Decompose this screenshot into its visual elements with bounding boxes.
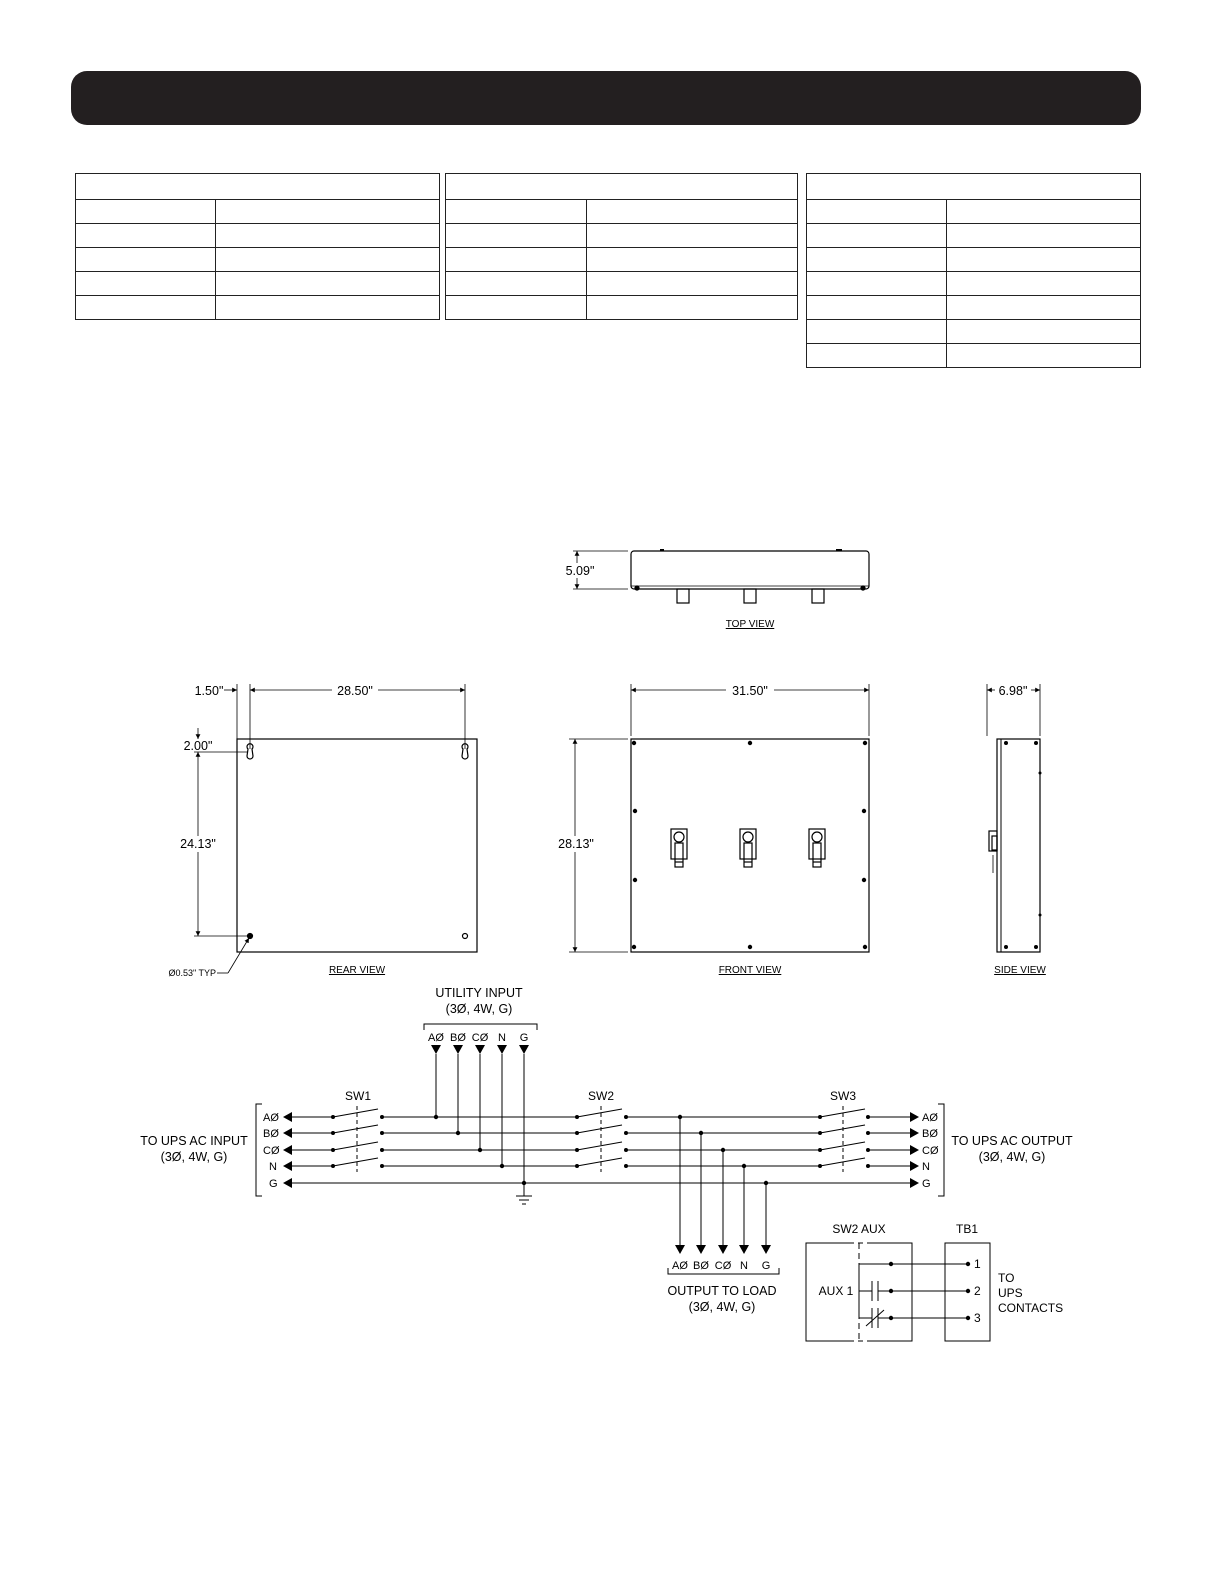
tb1-note-contacts: CONTACTS [998,1301,1064,1315]
utility-terminal-a: AØ [428,1032,444,1044]
aux-contact-label: AUX 1 [818,1284,854,1298]
utility-terminal-b: BØ [450,1032,466,1044]
ups-input-terminal-c: CØ [263,1145,280,1157]
ups-output-terminal-a: AØ [922,1112,938,1124]
ups-output-arrows [910,1112,919,1188]
ups-input-bracket [256,1104,262,1196]
hole-note: Ø0.53" TYP [168,968,216,978]
utility-input-title: UTILITY INPUT [435,986,523,1000]
switch-label-sw3: SW3 [829,1089,857,1103]
utility-terminal-c: CØ [471,1032,489,1044]
handle-stub [677,589,689,603]
front-view [569,684,869,952]
front-view-label: FRONT VIEW [718,965,782,976]
switch-label-sw2: SW2 [587,1089,615,1103]
top-view [573,550,869,603]
rear-view [194,684,477,973]
utility-input-spec: (3Ø, 4W, G) [445,1002,513,1016]
ups-input-arrows [283,1112,292,1188]
load-arrows [675,1245,771,1254]
tb1-title: TB1 [955,1222,979,1236]
front-screws [632,741,867,949]
top-view-body [631,551,869,589]
load-output-spec: (3Ø, 4W, G) [688,1300,756,1314]
utility-terminal-g: G [519,1032,529,1044]
mount-hole [248,934,253,939]
aux-title: SW2 AUX [832,1222,886,1236]
load-terminal-a: AØ [672,1260,688,1272]
utility-bracket [424,1024,537,1030]
ups-output-terminal-c: CØ [922,1145,939,1157]
tb1-note-ups: UPS [998,1286,1023,1300]
ups-input-terminal-n: N [269,1161,277,1173]
front-view-body [631,739,869,952]
load-terminal-n: N [740,1260,748,1272]
ups-input-terminal-a: AØ [263,1112,279,1124]
ups-input-spec: (3Ø, 4W, G) [160,1150,228,1164]
rear-top-dim: 2.00" [183,739,213,753]
rear-width-dim: 28.50" [337,684,373,698]
top-height-dim: 5.09" [565,564,595,578]
rear-view-label: REAR VIEW [328,965,386,976]
ups-output-bracket [938,1104,944,1196]
ups-output-terminal-n: N [922,1161,930,1173]
side-view-label: SIDE VIEW [994,965,1046,976]
rear-height-dim: 24.13" [180,837,216,851]
load-output-title: OUTPUT TO LOAD [667,1284,777,1298]
rear-view-body [237,739,477,952]
ups-input-terminal-b: BØ [263,1128,279,1140]
side-view [987,684,1042,952]
ups-output-spec: (3Ø, 4W, G) [978,1150,1046,1164]
handle-stub [812,589,824,603]
tb1-pin-2: 2 [974,1284,981,1298]
rear-edge-dim: 1.50" [194,684,224,698]
ups-input-terminal-g: G [269,1178,278,1190]
load-feeds [680,1117,766,1245]
handle-stub [744,589,756,603]
tb1-note-to: TO [998,1271,1015,1285]
ups-output-title: TO UPS AC OUTPUT [951,1134,1073,1148]
utility-feeds [436,1054,532,1204]
mount-hole [463,934,468,939]
tb1-pin-3: 3 [974,1311,981,1325]
front-height-dim: 28.13" [558,837,594,851]
top-view-label: TOP VIEW [725,619,775,630]
load-terminal-g: G [761,1260,771,1272]
front-width-dim: 31.50" [732,684,768,698]
ups-output-terminal-b: BØ [922,1128,938,1140]
side-view-body [997,739,1040,952]
load-terminal-b: BØ [693,1260,709,1272]
side-depth-dim: 6.98" [998,684,1028,698]
switch-handle-sw1 [671,829,687,867]
utility-terminal-n: N [498,1032,506,1044]
bus-lines [292,1106,910,1183]
utility-arrows [431,1045,529,1054]
switch-label-sw1: SW1 [344,1089,372,1103]
switch-handle-sw3 [809,829,825,867]
switch-handle-sw2 [740,829,756,867]
tb1-pin-1: 1 [974,1257,981,1271]
ups-input-title: TO UPS AC INPUT [140,1134,248,1148]
ups-output-terminal-g: G [922,1178,931,1190]
load-terminal-c: CØ [714,1260,732,1272]
